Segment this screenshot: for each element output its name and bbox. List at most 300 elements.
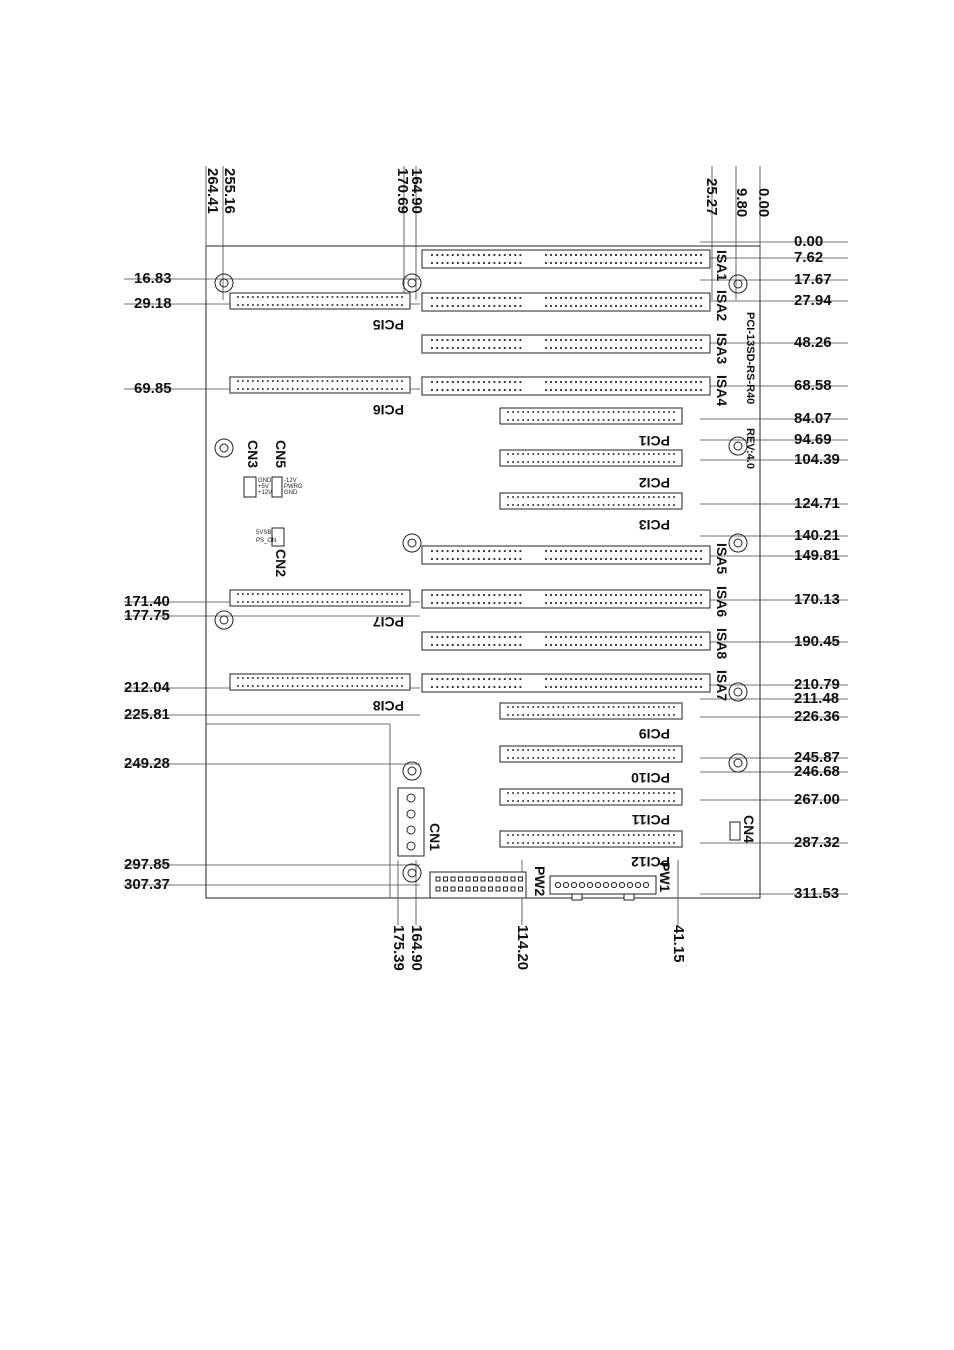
isa-pin (509, 678, 511, 680)
pci-pin (547, 800, 549, 802)
pci-pin (598, 757, 600, 759)
pci-pin (582, 792, 584, 794)
dim-right-9: 124.71 (794, 495, 840, 512)
isa-pin (452, 644, 454, 646)
isa-pin (441, 305, 443, 307)
isa-pin (499, 262, 501, 264)
pci-pin (668, 461, 670, 463)
dim-right-1: 7.62 (794, 249, 824, 266)
mounting-hole-3 (215, 439, 233, 457)
isa-pin (550, 297, 552, 299)
isa-pin (690, 347, 692, 349)
isa-pin (690, 254, 692, 256)
pci-pin (277, 593, 279, 595)
pci-pin (542, 800, 544, 802)
pci-pin (638, 842, 640, 844)
pci-pin (547, 749, 549, 751)
pci-pin (673, 706, 675, 708)
label-pci6: PCI6 (372, 402, 404, 418)
pci-pin (547, 834, 549, 836)
pci-pin (643, 461, 645, 463)
pci-pin (512, 800, 514, 802)
isa-slot-body (422, 546, 710, 564)
isa-pin (645, 389, 647, 391)
isa-pin (660, 262, 662, 264)
pci-pin (567, 411, 569, 413)
isa-pin (685, 594, 687, 596)
isa-pin (555, 381, 557, 383)
pci-pin (517, 706, 519, 708)
pci-pin (582, 834, 584, 836)
pci-pin (628, 453, 630, 455)
pci-pin (603, 792, 605, 794)
isa-pin (493, 389, 495, 391)
pci-pin (312, 304, 314, 306)
isa-pin (436, 686, 438, 688)
pci-pin (613, 453, 615, 455)
pci-pin (653, 714, 655, 716)
pci-pin (282, 601, 284, 603)
pci-pin (582, 453, 584, 455)
isa-pin (504, 602, 506, 604)
isa-pin (690, 550, 692, 552)
pw2-pin (459, 877, 463, 881)
pci-pin (312, 601, 314, 603)
isa-pin (580, 678, 582, 680)
pci-pin (282, 380, 284, 382)
pci-pin (517, 496, 519, 498)
dim-left-3: 171.40 (124, 593, 170, 610)
pci-pin (668, 800, 670, 802)
isa-pin (473, 381, 475, 383)
pci-pin (643, 504, 645, 506)
pci-pin (302, 601, 304, 603)
isa-pin (441, 389, 443, 391)
isa-pin (467, 347, 469, 349)
dim-left-8: 297.85 (124, 856, 170, 873)
isa-pin (478, 297, 480, 299)
isa-pin (565, 602, 567, 604)
isa-pin (610, 389, 612, 391)
pci-pin (603, 842, 605, 844)
pci-pin (577, 714, 579, 716)
pci-pin (598, 411, 600, 413)
label-pw1: PW1 (657, 862, 673, 893)
isa-pin (457, 381, 459, 383)
isa-pin (431, 381, 433, 383)
isa-pin (457, 339, 459, 341)
pci-pin (391, 593, 393, 595)
isa-pin (605, 686, 607, 688)
isa-pin (473, 254, 475, 256)
pci-pin (346, 601, 348, 603)
pci-pin (302, 593, 304, 595)
pci-pin (557, 834, 559, 836)
isa-pin (630, 636, 632, 638)
pci-pin (371, 388, 373, 390)
pci-pin (577, 792, 579, 794)
isa-pin (595, 389, 597, 391)
isa-pin (615, 297, 617, 299)
pci-pin (242, 593, 244, 595)
pci-pin (557, 461, 559, 463)
isa-pin (675, 594, 677, 596)
dim-right-11: 149.81 (794, 547, 840, 564)
isa-pin (695, 636, 697, 638)
pci-pin (658, 714, 660, 716)
isa-pin (700, 550, 702, 552)
pci-pin (633, 792, 635, 794)
pci-pin (381, 601, 383, 603)
isa-pin (680, 558, 682, 560)
isa-pin (660, 305, 662, 307)
mounting-hole-0 (215, 274, 233, 292)
isa-slot-0 (422, 250, 710, 268)
pci-pin (572, 749, 574, 751)
isa-pin (493, 305, 495, 307)
pci-pin (663, 714, 665, 716)
isa-pin (441, 347, 443, 349)
pci-pin (653, 842, 655, 844)
isa-pin (555, 339, 557, 341)
pci-pin (326, 685, 328, 687)
pci-pin (321, 677, 323, 679)
isa-pin (483, 305, 485, 307)
pci-pin (532, 411, 534, 413)
pci-slot-r2 (500, 493, 682, 509)
pci-pin (643, 757, 645, 759)
label-pci1: PCI1 (638, 433, 670, 449)
isa-pin (550, 636, 552, 638)
isa-pin (499, 594, 501, 596)
isa-pin (447, 389, 449, 391)
pci-pin (542, 757, 544, 759)
isa-pin (600, 262, 602, 264)
pw2-pin (436, 877, 440, 881)
dim-right-3: 27.94 (794, 292, 832, 309)
pci-pin (673, 504, 675, 506)
isa-pin (610, 347, 612, 349)
pci-pin (537, 792, 539, 794)
pci-slot-body (500, 408, 682, 424)
pci-pin (517, 419, 519, 421)
isa-pin (545, 339, 547, 341)
isa-pin (655, 686, 657, 688)
label-pci10: PCI10 (631, 770, 670, 786)
isa-pin (670, 636, 672, 638)
isa-pin (640, 305, 642, 307)
pci-pin (633, 800, 635, 802)
pci-pin (577, 411, 579, 413)
pci-pin (623, 496, 625, 498)
isa-pin (690, 678, 692, 680)
pci-pin (252, 380, 254, 382)
pci-pin (507, 419, 509, 421)
isa-pin (625, 347, 627, 349)
pci-pin (361, 677, 363, 679)
isa-pin (700, 381, 702, 383)
isa-pin (447, 644, 449, 646)
pci-pin (618, 792, 620, 794)
label-cn4: CN4 (741, 815, 757, 844)
isa-pin (509, 389, 511, 391)
pci-pin (582, 419, 584, 421)
pci-pin (638, 461, 640, 463)
pci-pin (351, 388, 353, 390)
isa-pin (457, 558, 459, 560)
pci-pin (577, 757, 579, 759)
pci-pin (277, 388, 279, 390)
pci-pin (292, 380, 294, 382)
pci-pin (317, 388, 319, 390)
pci-pin (663, 419, 665, 421)
isa-pin (575, 644, 577, 646)
isa-pin (493, 339, 495, 341)
isa-pin (488, 297, 490, 299)
pci-pin (257, 601, 259, 603)
pci-pin (562, 834, 564, 836)
pci-pin (527, 842, 529, 844)
isa-pin (665, 602, 667, 604)
isa-pin (615, 686, 617, 688)
pci-pin (257, 296, 259, 298)
pci-pin (522, 749, 524, 751)
isa-pin (700, 594, 702, 596)
pci-pin (628, 800, 630, 802)
isa-pin (560, 254, 562, 256)
isa-pin (509, 550, 511, 552)
pci-slot-l0 (230, 293, 410, 309)
pci-pin (638, 504, 640, 506)
isa-pin (462, 644, 464, 646)
pci-pin (371, 593, 373, 595)
pci-pin (572, 757, 574, 759)
pci-pin (507, 842, 509, 844)
isa-pin (655, 339, 657, 341)
isa-pin (645, 644, 647, 646)
pci-pin (618, 749, 620, 751)
isa-pin (695, 686, 697, 688)
isa-pin (640, 389, 642, 391)
dim-right-13: 190.45 (794, 633, 840, 650)
isa-pin (635, 686, 637, 688)
isa-pin (478, 347, 480, 349)
isa-pin (610, 381, 612, 383)
isa-pin (447, 305, 449, 307)
pci-pin (613, 504, 615, 506)
isa-pin (605, 262, 607, 264)
pci-pin (507, 461, 509, 463)
pci-pin (376, 593, 378, 595)
pci-pin (317, 677, 319, 679)
isa-pin (615, 594, 617, 596)
isa-pin (670, 262, 672, 264)
isa-pin (610, 644, 612, 646)
pci-pin (321, 304, 323, 306)
pci-pin (391, 601, 393, 603)
dim-right-4: 48.26 (794, 334, 832, 351)
isa-pin (670, 389, 672, 391)
isa-pin (690, 686, 692, 688)
isa-pin (690, 381, 692, 383)
pci-pin (613, 749, 615, 751)
isa-pin (447, 678, 449, 680)
pci-pin (668, 757, 670, 759)
isa-pin (499, 381, 501, 383)
isa-pin (575, 602, 577, 604)
isa-pin (488, 339, 490, 341)
isa-pin (675, 644, 677, 646)
pci-pin (628, 757, 630, 759)
isa-pin (620, 262, 622, 264)
pci-pin (292, 593, 294, 595)
pci-pin (527, 757, 529, 759)
isa-pin (560, 678, 562, 680)
pci-pin (537, 453, 539, 455)
isa-pin (600, 602, 602, 604)
pci-pin (643, 749, 645, 751)
isa-slot-7 (422, 674, 710, 692)
isa-pin (585, 381, 587, 383)
isa-pin (509, 594, 511, 596)
isa-pin (615, 678, 617, 680)
pci-slot-l3 (230, 674, 410, 690)
pci-slot-l1 (230, 377, 410, 393)
isa-pin (625, 339, 627, 341)
pci-pin (292, 601, 294, 603)
pci-pin (522, 453, 524, 455)
pci-pin (618, 411, 620, 413)
pci-pin (252, 304, 254, 306)
pci-pin (307, 677, 309, 679)
pci-pin (572, 504, 574, 506)
isa-pin (605, 305, 607, 307)
label-isa5: ISA5 (714, 543, 730, 575)
pci-pin (633, 842, 635, 844)
isa-pin (452, 550, 454, 552)
pci-pin (663, 411, 665, 413)
pci-pin (603, 800, 605, 802)
isa-pin (665, 678, 667, 680)
pci-pin (668, 834, 670, 836)
pci-pin (673, 419, 675, 421)
pci-pin (663, 504, 665, 506)
isa-pin (560, 305, 562, 307)
isa-pin (436, 381, 438, 383)
isa-pin (436, 347, 438, 349)
isa-pin (585, 602, 587, 604)
mounting-hole-11 (403, 864, 421, 882)
isa-pin (600, 339, 602, 341)
pci-pin (633, 714, 635, 716)
mounting-hole-5 (403, 534, 421, 552)
pci-pin (522, 800, 524, 802)
isa-pin (630, 594, 632, 596)
pci-pin (577, 496, 579, 498)
isa-slot-6 (422, 632, 710, 650)
hole-center (734, 539, 742, 547)
pci-pin (562, 757, 564, 759)
isa-pin (452, 347, 454, 349)
pci-pin (401, 601, 403, 603)
isa-pin (483, 389, 485, 391)
pci-pin (262, 685, 264, 687)
isa-pin (645, 686, 647, 688)
isa-pin (690, 262, 692, 264)
pci-pin (552, 453, 554, 455)
pci-pin (527, 419, 529, 421)
isa-pin (695, 602, 697, 604)
pci-pin (623, 504, 625, 506)
label-cn3: CN3 (245, 440, 261, 469)
isa-pin (509, 305, 511, 307)
pci-pin (638, 800, 640, 802)
isa-pin (519, 305, 521, 307)
isa-pin (605, 297, 607, 299)
pci-pin (562, 714, 564, 716)
pci-pin (567, 749, 569, 751)
pci-pin (386, 601, 388, 603)
pci-pin (577, 419, 579, 421)
pci-pin (567, 504, 569, 506)
pci-pin (237, 593, 239, 595)
pci-pin (272, 601, 274, 603)
pci-pin (376, 677, 378, 679)
pci-pin (628, 504, 630, 506)
pci-pin (391, 380, 393, 382)
pci-pin (317, 593, 319, 595)
isa-slot-2 (422, 335, 710, 353)
pci-pin (517, 714, 519, 716)
isa-pin (493, 254, 495, 256)
isa-pin (695, 389, 697, 391)
pci-pin (653, 800, 655, 802)
pci-pin (572, 411, 574, 413)
pci-pin (366, 304, 368, 306)
isa-pin (436, 678, 438, 680)
pci-pin (643, 419, 645, 421)
pci-pin (386, 685, 388, 687)
dim-bottom-1: 164.90 (408, 925, 425, 971)
pw2-pin (459, 887, 463, 891)
pci-pin (587, 792, 589, 794)
isa-pin (514, 594, 516, 596)
isa-pin (550, 550, 552, 552)
dim-top-3: 164.90 (408, 168, 425, 214)
isa-pin (685, 602, 687, 604)
pci-pin (623, 800, 625, 802)
pci-pin (643, 496, 645, 498)
pci-pin (396, 601, 398, 603)
label-isa3: ISA3 (714, 333, 730, 365)
isa-pin (695, 558, 697, 560)
isa-pin (635, 636, 637, 638)
hole-ring (215, 274, 233, 292)
pci-pin (562, 842, 564, 844)
isa-pin (467, 686, 469, 688)
isa-pin (565, 347, 567, 349)
pci-pin (401, 685, 403, 687)
isa-pin (685, 636, 687, 638)
isa-pin (488, 305, 490, 307)
isa-pin (504, 389, 506, 391)
isa-pin (473, 347, 475, 349)
isa-pin (488, 594, 490, 596)
pci-pin (537, 706, 539, 708)
label-pci2: PCI2 (638, 475, 670, 491)
isa-pin (467, 297, 469, 299)
isa-pin (483, 297, 485, 299)
